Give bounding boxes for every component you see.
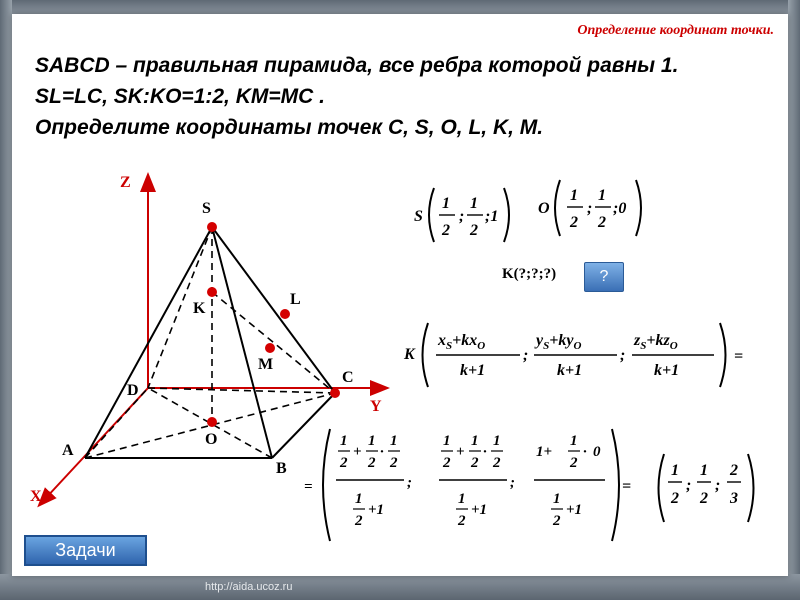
svg-text:1: 1: [553, 491, 561, 507]
svg-text:1: 1: [598, 187, 606, 204]
svg-text:1: 1: [442, 195, 450, 212]
svg-text:+1: +1: [471, 502, 488, 518]
coord-s: [412, 180, 527, 250]
svg-text:1: 1: [458, 491, 466, 507]
axis-label-x: X: [30, 488, 42, 505]
svg-text:2: 2: [470, 222, 478, 239]
svg-text:1+: 1+: [536, 444, 553, 460]
reveal-answer-button[interactable]: ?: [584, 262, 624, 292]
svg-text:+: +: [353, 444, 362, 460]
svg-text:;: ;: [510, 475, 515, 491]
svg-text:;: ;: [587, 200, 593, 217]
svg-text:1: 1: [570, 187, 578, 204]
svg-text:2: 2: [458, 513, 466, 529]
coord-o: [536, 175, 666, 245]
x-axis: [44, 388, 148, 500]
label-s: S: [202, 200, 211, 217]
label-k: K: [193, 300, 206, 317]
svg-text:2: 2: [390, 455, 398, 471]
svg-text:;0: ;0: [613, 200, 627, 217]
svg-text:;: ;: [459, 208, 465, 225]
segment-kc: [212, 292, 335, 393]
problem-line-3: Определите координаты точек C, S, O, L, K, M.: [35, 116, 544, 139]
edge-sb: [212, 227, 272, 458]
coord-o-name: O: [538, 200, 550, 217]
point-o: [207, 417, 217, 427]
svg-text:;: ;: [715, 477, 721, 494]
svg-text:=: =: [622, 478, 632, 495]
section-formula: [402, 320, 772, 390]
point-c: [330, 388, 340, 398]
svg-text:2: 2: [471, 455, 479, 471]
label-l: L: [290, 291, 301, 308]
svg-text:+1: +1: [566, 502, 583, 518]
svg-text:2: 2: [355, 513, 363, 529]
problem-line-1: SABCD – правильная пирамида, все ребра которой равны 1.: [35, 54, 679, 77]
footer-url: http://aida.ucoz.ru: [205, 581, 293, 593]
svg-text:k+1: k+1: [654, 362, 680, 379]
svg-text:2: 2: [493, 455, 501, 471]
svg-text:2: 2: [598, 214, 606, 231]
svg-text:1: 1: [340, 433, 348, 449]
point-s: [207, 222, 217, 232]
svg-text:1: 1: [355, 491, 363, 507]
coord-s-name: S: [414, 208, 423, 225]
svg-text:1: 1: [390, 433, 398, 449]
label-o: O: [205, 431, 218, 448]
svg-text:2: 2: [700, 490, 708, 507]
problem-line-2: SL=LC, SK:KO=1:2, KM=MC .: [35, 85, 325, 108]
svg-text:2: 2: [671, 490, 679, 507]
svg-text:1: 1: [700, 462, 708, 479]
svg-text:1: 1: [443, 433, 451, 449]
svg-text:k+1: k+1: [460, 362, 486, 379]
substitution-formula: [300, 425, 630, 545]
k-unknown-coords: K(?;?;?): [502, 266, 557, 282]
label-c: C: [342, 369, 354, 386]
svg-text:2: 2: [340, 455, 348, 471]
svg-text:2: 2: [368, 455, 376, 471]
svg-text:zS+kzO: $z_S+kz_O$: [634, 332, 678, 352]
svg-text:;: ;: [407, 475, 412, 491]
svg-text:;1: ;1: [485, 208, 499, 225]
svg-text:1: 1: [368, 433, 376, 449]
svg-text:2: 2: [570, 214, 578, 231]
svg-text:·: ·: [483, 444, 487, 460]
point-m: [265, 343, 275, 353]
svg-text:0: 0: [593, 444, 601, 460]
label-a: A: [62, 442, 74, 459]
svg-text:1: 1: [470, 195, 478, 212]
svg-text:1: 1: [570, 433, 578, 449]
point-l: [280, 309, 290, 319]
axis-label-z: Z: [120, 174, 131, 191]
svg-text:2: 2: [442, 222, 450, 239]
point-k: [207, 287, 217, 297]
svg-text:xS+kxO: $x_S+kx_O$: [438, 332, 486, 352]
svg-text:1: 1: [671, 462, 679, 479]
label-m: M: [258, 356, 274, 373]
svg-text:2: 2: [730, 462, 738, 479]
svg-text:2: 2: [443, 455, 451, 471]
svg-text:;: ;: [523, 347, 529, 364]
svg-text:·: ·: [380, 444, 384, 460]
svg-text:3: 3: [730, 490, 738, 507]
svg-text:;: ;: [686, 477, 692, 494]
slide-header-title: Определение координат точки.: [577, 23, 774, 38]
edge-sc: [212, 227, 335, 393]
svg-text:+1: +1: [368, 502, 385, 518]
label-b: B: [276, 460, 287, 477]
result-formula: [620, 448, 770, 528]
svg-text:K: K: [404, 346, 415, 363]
svg-text:+: +: [456, 444, 465, 460]
svg-text:2: 2: [570, 455, 578, 471]
label-d: D: [127, 382, 139, 399]
svg-text:=: =: [734, 348, 744, 365]
svg-text:·: ·: [583, 444, 587, 460]
svg-text:yS+kyO: $y_S+ky_O$: [536, 332, 582, 352]
svg-text:k+1: k+1: [557, 362, 583, 379]
svg-text:1: 1: [493, 433, 501, 449]
axis-label-y: Y: [370, 398, 382, 415]
tasks-button[interactable]: Задачи: [24, 535, 147, 566]
svg-text:;: ;: [620, 347, 626, 364]
svg-text:2: 2: [553, 513, 561, 529]
svg-text:=: =: [304, 479, 313, 495]
svg-text:1: 1: [471, 433, 479, 449]
